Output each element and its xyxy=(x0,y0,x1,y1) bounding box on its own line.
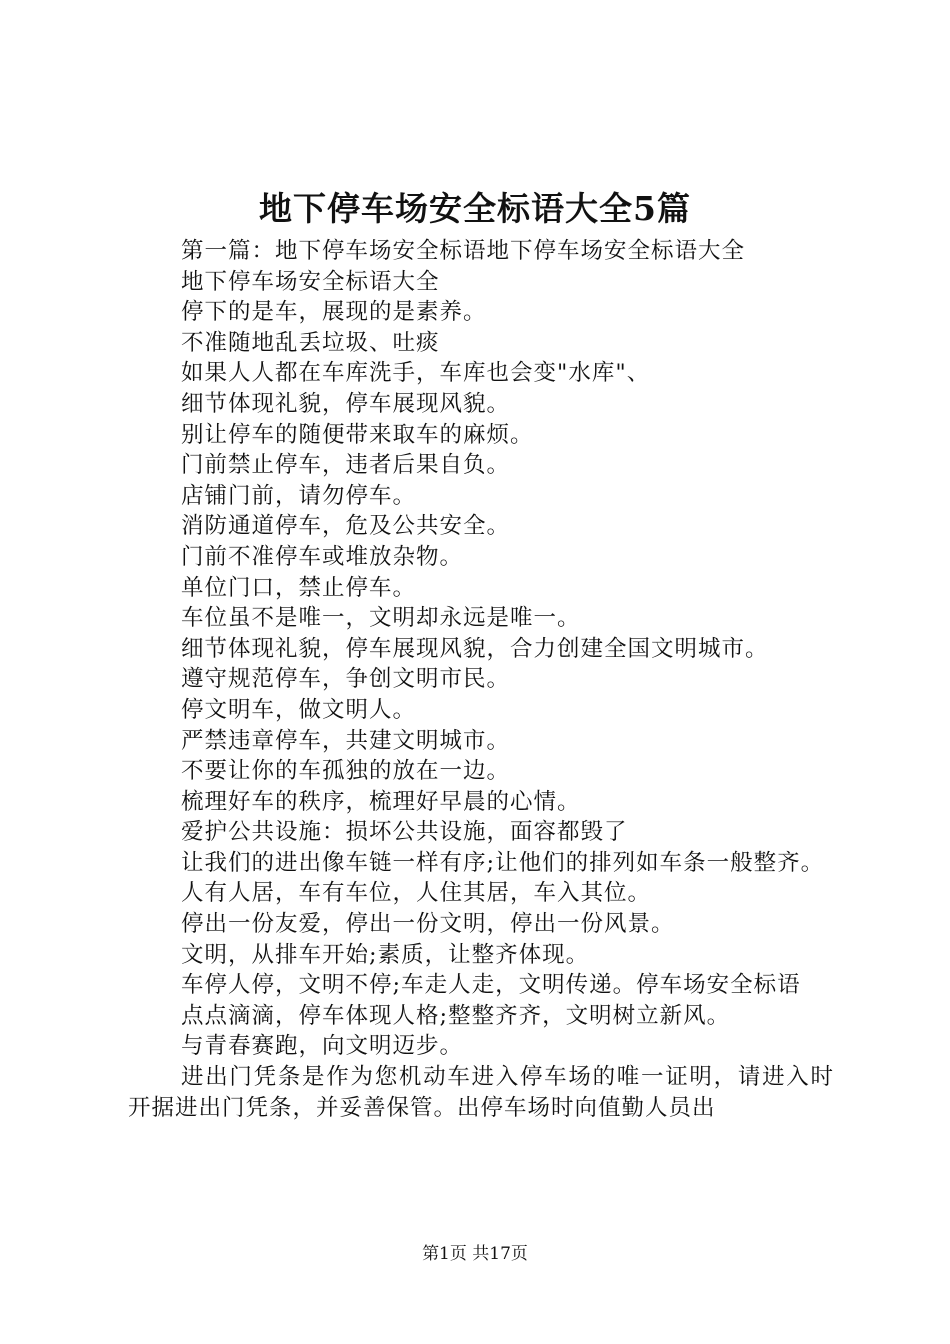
paragraph: 不准随地乱丢垃圾、吐痰 xyxy=(181,329,440,356)
paragraph: 消防通道停车，危及公共安全。 xyxy=(181,513,511,540)
paragraph: 停文明车，做文明人。 xyxy=(181,696,417,723)
paragraph: 文明，从排车开始;素质，让整齐体现。 xyxy=(181,941,590,968)
paragraph: 门前禁止停车，违者后果自负。 xyxy=(181,452,511,479)
document-title: 地下停车场安全标语大全5篇 xyxy=(259,189,691,228)
paragraph: 停下的是车，展现的是素养。 xyxy=(181,299,487,326)
paragraph: 单位门口，禁止停车。 xyxy=(181,574,417,601)
paragraph: 店铺门前，请勿停车。 xyxy=(181,482,417,509)
paragraph: 细节体现礼貌，停车展现风貌，合力创建全国文明城市。 xyxy=(181,635,769,662)
page-footer: 第1页 共17页 xyxy=(422,1244,528,1264)
paragraph: 停出一份友爱，停出一份文明，停出一份风景。 xyxy=(181,911,675,938)
paragraph: 如果人人都在车库洗手，车库也会变"水库"、 xyxy=(181,360,651,387)
paragraph: 地下停车场安全标语大全 xyxy=(181,268,440,295)
paragraph: 车位虽不是唯一，文明却永远是唯一。 xyxy=(181,605,581,632)
paragraph: 车停人停，文明不停;车走人走，文明传递。停车场安全标语 xyxy=(181,972,801,999)
paragraph: 让我们的进出像车链一样有序;让他们的排列如车条一般整齐。 xyxy=(181,849,825,876)
paragraph: 梳理好车的秩序，梳理好早晨的心情。 xyxy=(181,788,581,815)
paragraph: 细节体现礼貌，停车展现风貌。 xyxy=(181,390,511,417)
paragraph: 与青春赛跑，向文明迈步。 xyxy=(181,1033,464,1060)
paragraph: 门前不准停车或堆放杂物。 xyxy=(181,543,464,570)
paragraph: 不要让你的车孤独的放在一边。 xyxy=(181,758,511,785)
paragraph: 严禁违章停车，共建文明城市。 xyxy=(181,727,511,754)
paragraph: 人有人居，车有车位，人住其居，车入其位。 xyxy=(181,880,652,907)
paragraph: 爱护公共设施：损坏公共设施，面容都毁了 xyxy=(181,819,628,846)
document-body xyxy=(128,236,834,1123)
paragraph: 遵守规范停车，争创文明市民。 xyxy=(181,666,511,693)
paragraph: 进出门凭条是作为您机动车进入停车场的唯一证明，请进入时开据进出门凭条，并妥善保管。出停车场时向值勤人员出 xyxy=(128,1064,834,1121)
paragraph: 第一篇：地下停车场安全标语地下停车场安全标语大全 xyxy=(181,238,746,264)
paragraph: 别让停车的随便带来取车的麻烦。 xyxy=(181,421,534,448)
paragraph: 点点滴滴，停车体现人格;整整齐齐，文明树立新风。 xyxy=(181,1002,731,1029)
